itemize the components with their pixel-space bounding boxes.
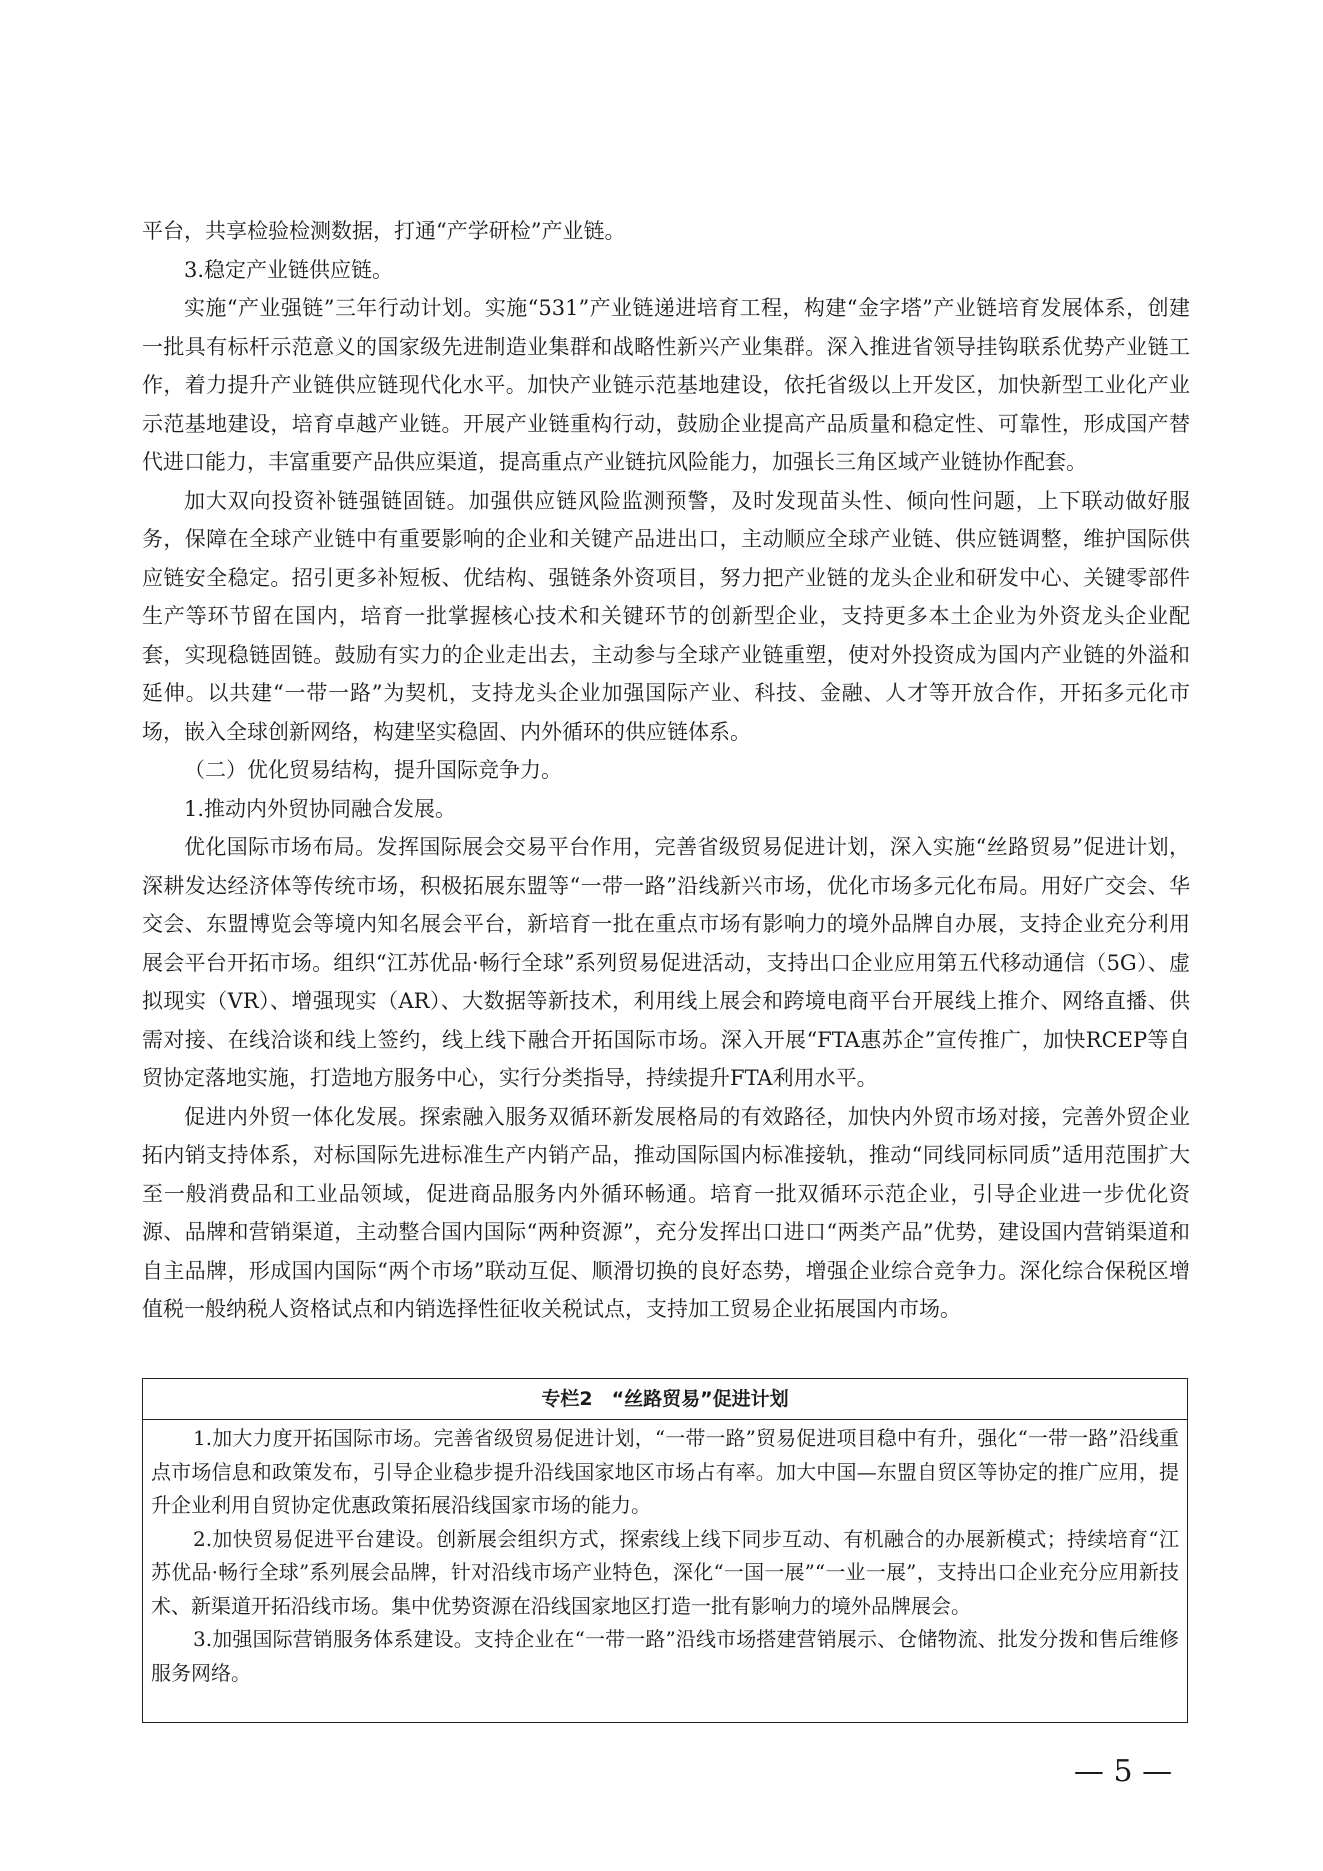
column-box (142, 1378, 1188, 1723)
paragraph-two-way-investment: 加大双向投资补链强链固链。加强供应链风险监测预警，及时发现苗头性、倾向性问题，上下联动做好服务，保障在全球产业链中有重要影响的企业和关键产品进出口，主动顺应全球产业链、供应链调整，维护国际供应链安全稳定。招引更多补短板、优结构、强链条外资项目，努力把产业链的龙头企业和研发中心、关键零部件生产等环节留在国内，培育一批掌握核心技术和关键环节的创新型企业，支持更多本土企业为外资龙头企业配套，实现稳链固链。鼓励有实力的企业走出去，主动参与全球产业链重塑，使对外投资成为国内产业链的外溢和延伸。以共建“一带一路”为契机，支持龙头企业加强国际产业、科技、金融、人才等开放合作，开拓多元化市场，嵌入全球创新网络，构建坚实稳固、内外循环的供应链体系。 (142, 488, 1190, 744)
paragraph-market-layout: 优化国际市场布局。发挥国际展会交易平台作用，完善省级贸易促进计划，深入实施“丝路贸易”促进计划，深耕发达经济体等传统市场，积极拓展东盟等“一带一路”沿线新兴市场，优化市场多元化布局。用好广交会、华交会、东盟博览会等境内知名展会平台，新培育一批在重点市场有影响力的境外品牌自办展，支持企业充分利用展会平台开拓市场。组织“江苏优品·畅行全球”系列贸易促进活动，支持出口企业应用第五代移动通信（5G）、虚拟现实（VR）、增强现实（AR）、大数据等新技术，利用线上展会和跨境电商平台开展线上推介、网络直播、供需对接、在线洽谈和线上签约，线上线下融合开拓国际市场。深入开展“FTA惠苏企”宣传推广，加快RCEP等自贸协定落地实施，打造地方服务中心，实行分类指导，持续提升FTA利用水平。 (142, 835, 1190, 1090)
document-body (142, 212, 1190, 1329)
column-item-3: 3.加强国际营销服务体系建设。支持企业在“一带一路”沿线市场搭建营销展示、仓储物流、批发分拨和售后维修服务网络。 (151, 1627, 1179, 1685)
section-heading-3: 3.稳定产业链供应链。 (184, 257, 394, 282)
column-box-body (143, 1420, 1187, 1690)
paragraph-1: 平台，共享检验检测数据，打通“产学研检”产业链。 (142, 219, 626, 243)
column-box-title: 专栏2 “丝路贸易”促进计划 (143, 1379, 1187, 1420)
column-item-1: 1.加大力度开拓国际市场。完善省级贸易促进计划，“一带一路”贸易促进项目稳中有升，强化“一带一路”沿线重点市场信息和政策发布，引导企业稳步提升沿线国家地区市场占有率。加大中国—东盟自贸区等协定的推广应用，提升企业利用自贸协定优惠政策拓展沿线国家市场的能力。 (151, 1426, 1179, 1517)
paragraph-integration: 促进内外贸一体化发展。探索融入服务双循环新发展格局的有效路径，加快内外贸市场对接，完善外贸企业拓内销支持体系，对标国际先进标准生产内销产品，推动国际国内标准接轨，推动“同线同标同质”适用范围扩大至一般消费品和工业品领域，促进商品服务内外循环畅通。培育一批双循环示范企业，引导企业进一步优化资源、品牌和营销渠道，主动整合国内国际“两种资源”，充分发挥出口进口“两类产品”优势，建设国内营销渠道和自主品牌，形成国内国际“两个市场”联动互促、顺滑切换的良好态势，增强企业综合竞争力。深化综合保税区增值税一般纳税人资格试点和内销选择性征收关税试点，支持加工贸易企业拓展国内市场。 (142, 1104, 1190, 1321)
paragraph-industry-chain: 实施“产业强链”三年行动计划。实施“531”产业链递进培育工程，构建“金字塔”产业链培育发展体系，创建一批具有标杆示范意义的国家级先进制造业集群和战略性新兴产业集群。深入推进省领导挂钩联系优势产业链工作，着力提升产业链供应链现代化水平。加快产业链示范基地建设，依托省级以上开发区，加快新型工业化产业示范基地建设，培育卓越产业链。开展产业链重构行动，鼓励企业提高产品质量和稳定性、可靠性，形成国产替代进口能力，丰富重要产品供应渠道，提高重点产业链抗风险能力，加强长三角区域产业链协作配套。 (142, 296, 1190, 474)
section-heading-2: （二）优化贸易结构，提升国际竞争力。 (184, 758, 562, 782)
column-item-2: 2.加快贸易促进平台建设。创新展会组织方式，探索线上线下同步互动、有机融合的办展新模式；持续培育“江苏优品·畅行全球”系列展会品牌，针对沿线市场产业特色，深化“一国一展”“一业一展”，支持出口企业充分应用新技术、新渠道开拓沿线市场。集中优势资源在沿线国家地区打造一批有影响力的境外品牌展会。 (151, 1526, 1179, 1618)
page-number: — 5 — (1073, 1754, 1173, 1789)
section-heading-1: 1.推动内外贸协同融合发展。 (184, 796, 457, 821)
